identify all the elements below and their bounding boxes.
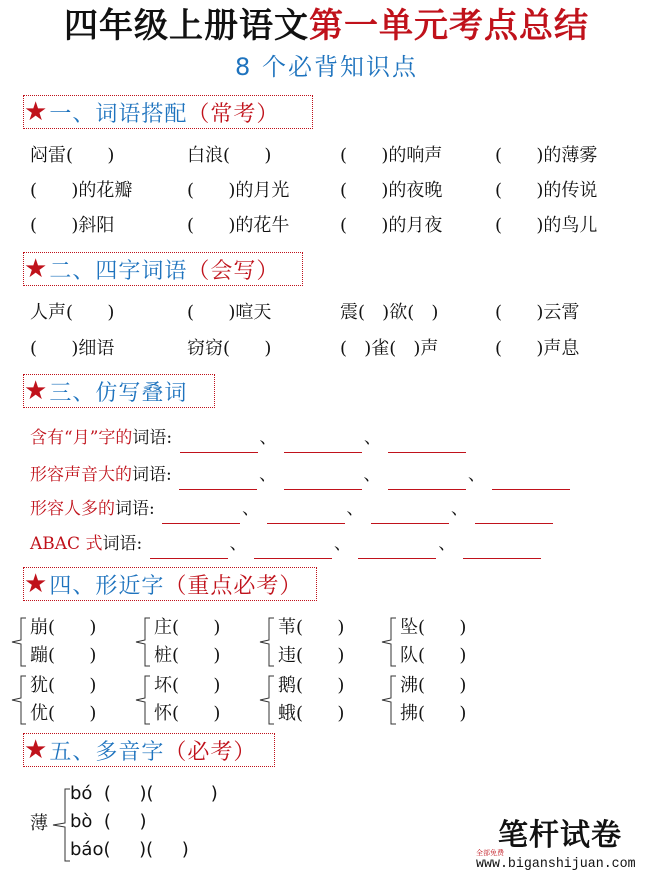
star-icon: ★ <box>24 97 48 127</box>
section-title: 五、多音字 <box>49 739 165 765</box>
exercise-item: 震( )欲( ) <box>340 302 439 323</box>
char-item: 庄( ) <box>154 617 221 638</box>
exercise-item: ( )的花瓣 <box>30 180 133 201</box>
char-item: 蛾( ) <box>278 703 345 724</box>
exercise-item: ( )喧天 <box>187 302 272 323</box>
char-item: 队( ) <box>400 645 467 666</box>
section-note: （必考） <box>164 739 257 765</box>
section-note: （会写） <box>187 258 280 284</box>
exercise-item: ( )的鸟儿 <box>495 215 598 236</box>
pinyin-reading: bò ( ) <box>70 811 147 832</box>
brace-icon <box>6 674 28 726</box>
fill-in-line-many-people: 形容人多的词语: 、 、 、 <box>30 494 555 524</box>
exercise-item: ( )的薄雾 <box>495 145 598 166</box>
char-item: 怀( ) <box>154 703 221 724</box>
answer-blank[interactable] <box>180 432 258 453</box>
pinyin-reading: bó ( )( ) <box>70 783 218 804</box>
similar-char-pair <box>254 612 374 672</box>
brace-icon <box>130 616 152 668</box>
brace-icon <box>254 616 276 668</box>
similar-char-pair <box>6 670 126 730</box>
char-item: 崩( ) <box>30 617 97 638</box>
star-icon: ★ <box>24 569 48 599</box>
answer-blank[interactable] <box>162 503 240 524</box>
answer-blank[interactable] <box>254 538 332 559</box>
brace-icon <box>376 616 398 668</box>
title-unit: 第一单元考点总结 <box>309 6 589 46</box>
section-note: （常考） <box>187 101 280 127</box>
prompt-label: 含有“月”字的 <box>30 428 133 448</box>
brace-icon <box>376 674 398 726</box>
brand-logo <box>476 818 646 878</box>
section-note: （重点必考） <box>164 573 303 599</box>
exercise-item: ( )的响声 <box>340 145 443 166</box>
pinyin-reading: báo( )( ) <box>70 839 189 860</box>
char-item: 犹( ) <box>30 675 97 696</box>
exercise-item: ( )的月夜 <box>340 215 443 236</box>
section-header-word-pairing <box>23 95 313 129</box>
brand-name: 笔杆试卷 <box>498 818 622 853</box>
brace-icon <box>130 674 152 726</box>
fill-in-line-abac: ABAC 式词语: 、 、 、 <box>30 529 543 559</box>
section-title: 四、形近字 <box>49 573 165 599</box>
section-title: 三、仿写叠词 <box>49 380 188 406</box>
answer-blank[interactable] <box>284 469 362 490</box>
brace-icon <box>50 786 72 864</box>
answer-blank[interactable] <box>358 538 436 559</box>
section-header-polyphonic <box>23 733 275 767</box>
section-header-reduplicated-words <box>23 374 215 408</box>
char-item: 沸( ) <box>400 675 467 696</box>
answer-blank[interactable] <box>388 432 466 453</box>
answer-blank[interactable] <box>371 503 449 524</box>
exercise-item: ( )雀( )声 <box>340 338 439 359</box>
similar-char-pair <box>130 612 250 672</box>
exercise-item: ( )斜阳 <box>30 215 115 236</box>
exercise-item: 人声( ) <box>30 302 115 323</box>
prompt-suffix: 词语: <box>132 428 173 448</box>
exercise-item: ( )的夜晚 <box>340 180 443 201</box>
exercise-item: 闷雷( ) <box>30 145 115 166</box>
prompt-suffix: 词语: <box>102 534 143 554</box>
exercise-item: ( )的月光 <box>187 180 290 201</box>
similar-char-pair <box>376 670 496 730</box>
section-header-four-char-words <box>23 252 303 286</box>
brand-url: www.biganshijuan.com <box>476 856 636 872</box>
char-item: 优( ) <box>30 703 97 724</box>
fill-in-line-moon: 含有“月”字的词语: 、 、 <box>30 423 468 453</box>
answer-blank[interactable] <box>284 432 362 453</box>
page-title <box>0 4 653 48</box>
char-item: 坏( ) <box>154 675 221 696</box>
prompt-label: 形容人多的 <box>30 499 115 519</box>
char-item: 蹦( ) <box>30 645 97 666</box>
polyphonic-char: 薄 <box>30 813 48 834</box>
prompt-suffix: 词语: <box>115 499 155 519</box>
answer-blank[interactable] <box>475 503 553 524</box>
char-item: 坠( ) <box>400 617 467 638</box>
char-item: 违( ) <box>278 645 345 666</box>
page-subtitle: 8 个必背知识点 <box>235 53 418 81</box>
star-icon: ★ <box>24 254 48 284</box>
exercise-item: ( )的传说 <box>495 180 598 201</box>
star-icon: ★ <box>24 735 48 765</box>
exercise-item: ( )声息 <box>495 338 580 359</box>
section-header-similar-chars <box>23 567 317 601</box>
prompt-label: ABAC 式 <box>30 534 103 554</box>
exercise-item: ( )的花牛 <box>187 215 290 236</box>
char-item: 苇( ) <box>278 617 345 638</box>
similar-char-pair <box>6 612 126 672</box>
char-item: 桩( ) <box>154 645 221 666</box>
similar-char-pair <box>254 670 374 730</box>
exercise-item: ( )云霄 <box>495 302 580 323</box>
exercise-item: 白浪( ) <box>187 145 272 166</box>
exercise-item: ( )细语 <box>30 338 115 359</box>
brace-icon <box>6 616 28 668</box>
answer-blank[interactable] <box>267 503 345 524</box>
answer-blank[interactable] <box>463 538 541 559</box>
fill-in-line-loud-sound: 形容声音大的词语: 、 、 、 <box>30 460 572 490</box>
section-title: 一、词语搭配 <box>49 101 188 127</box>
prompt-suffix: 词语: <box>132 465 172 485</box>
similar-char-pair <box>376 612 496 672</box>
title-grade: 四年级上册语文 <box>64 6 309 46</box>
similar-char-pair <box>130 670 250 730</box>
answer-blank[interactable] <box>492 469 570 490</box>
prompt-label: 形容声音大的 <box>30 465 132 485</box>
polyphonic-exercise <box>30 780 290 870</box>
free-tag: 全部免费 <box>476 849 504 857</box>
exercise-item: 窃窃( ) <box>187 338 272 359</box>
char-item: 鹅( ) <box>278 675 345 696</box>
char-item: 拂( ) <box>400 703 467 724</box>
brace-icon <box>254 674 276 726</box>
answer-blank[interactable] <box>388 469 466 490</box>
star-icon: ★ <box>24 376 48 406</box>
section-title: 二、四字词语 <box>49 258 188 284</box>
answer-blank[interactable] <box>150 538 228 559</box>
answer-blank[interactable] <box>179 469 257 490</box>
